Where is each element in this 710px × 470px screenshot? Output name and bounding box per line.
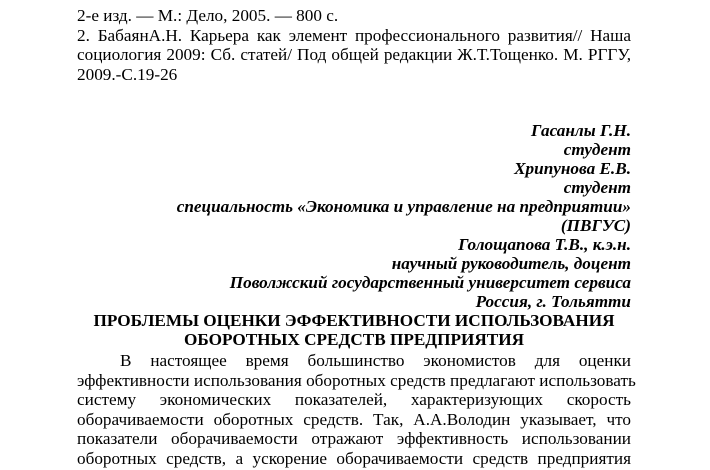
- supervisor-role: научный руководитель, доцент: [391, 254, 631, 273]
- author-name-1: Гасанлы Г.Н.: [531, 121, 631, 140]
- location: Россия, г. Тольятти: [475, 292, 631, 311]
- author-specialty: специальность «Экономика и управление на предприятии»: [176, 197, 631, 216]
- body-line-3: систему экономических показателей, характеризующих скорость: [77, 390, 631, 409]
- body-line-4: оборачиваемости оборотных средств. Так, А.А.Володин указывает, что: [77, 409, 631, 429]
- body-line-5: показатели оборачиваемости отражают эффективность использовании: [77, 429, 631, 448]
- reference-2-line-3: 2009.-С.19-26: [77, 64, 178, 84]
- reference-1-line-2: 2-е изд. — М.: Дело, 2005. — 800 с.: [77, 6, 339, 25]
- body-line-6: оборотных средств, а ускорение оборачиваемости средств предприятия: [77, 448, 631, 468]
- author-role-1: студент: [563, 140, 631, 159]
- references-list: [77, 0, 631, 84]
- author-institution-abbr: (ПВГУС): [560, 216, 631, 235]
- author-role-2: студент: [563, 178, 631, 197]
- title-line-1: ПРОБЛЕМЫ ОЦЕНКИ ЭФФЕКТИВНОСТИ ИСПОЛЬЗОВАНИЯ: [93, 311, 615, 330]
- title-line-2: ОБОРОТНЫХ СРЕДСТВ ПРЕДПРИЯТИЯ: [183, 330, 525, 349]
- body-line-2: эффективности использования оборотных средств предлагают использовать: [77, 370, 636, 390]
- body-paragraph: [77, 351, 636, 468]
- body-line-1: В настоящее время большинство экономистов для оценки: [120, 351, 631, 370]
- university-name: Поволжский государственный университет сервиса: [229, 273, 631, 292]
- supervisor-name: Голощапова Т.В., к.э.н.: [458, 235, 631, 254]
- reference-2-line-1: 2. БабаянА.Н. Карьера как элемент профессионального развития// Наша: [77, 25, 631, 45]
- author-name-2: Хрипунова Е.В.: [514, 159, 631, 178]
- author-block: [77, 121, 631, 311]
- reference-2-line-2: социология 2009: Сб. статей/ Под общей редакции Ж.Т.Тощенко. М. РГГУ,: [77, 45, 631, 64]
- article-title: [77, 311, 631, 349]
- document-page: [77, 0, 636, 468]
